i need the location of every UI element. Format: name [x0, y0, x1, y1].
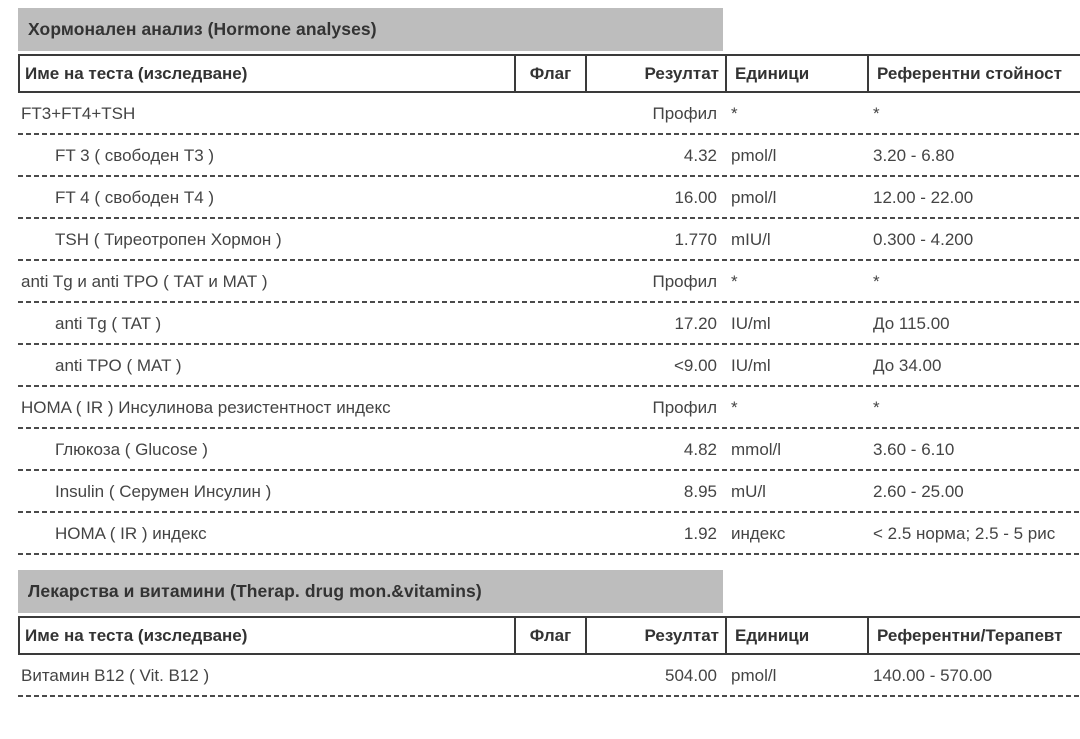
table-row [18, 177, 1080, 219]
column-header-units: Единици [725, 618, 867, 653]
table-header-row [18, 54, 1080, 93]
cell-test-name: anti TPO ( MAT ) [55, 356, 182, 375]
table-row [18, 93, 1080, 135]
cell-result: 1.92 [683, 524, 717, 543]
cell-reference: 3.60 - 6.10 [873, 440, 955, 459]
section-title: Хормонален анализ (Hormone analyses) [28, 19, 377, 39]
cell-result: 4.32 [683, 146, 717, 165]
table-row [18, 303, 1080, 345]
cell-reference: * [873, 398, 880, 417]
column-header-reference: Референтни стойност [867, 56, 1080, 91]
cell-units: mmol/l [731, 440, 782, 459]
cell-units: * [731, 272, 738, 291]
cell-result: 8.95 [683, 482, 717, 501]
column-header-flag: Флаг [514, 56, 585, 91]
column-header-test-name: Име на теста (изследване) [25, 625, 248, 645]
cell-units: pmol/l [731, 188, 777, 207]
cell-units: IU/ml [731, 356, 771, 375]
cell-reference: * [873, 104, 880, 123]
cell-units: mU/l [731, 482, 766, 501]
cell-test-name: Insulin ( Серумен Инсулин ) [55, 482, 272, 501]
cell-reference: 12.00 - 22.00 [873, 188, 974, 207]
cell-result: 1.770 [674, 230, 717, 249]
cell-test-name: HOMA ( IR ) индекс [55, 524, 207, 543]
section-hormone-analyses [18, 8, 1080, 555]
table-body [18, 93, 1080, 555]
table-row [18, 655, 1080, 697]
cell-test-name: TSH ( Тиреотропен Хормон ) [55, 230, 282, 249]
section-title-bar [18, 570, 723, 613]
cell-reference: 2.60 - 25.00 [873, 482, 964, 501]
vitamins-results-table [18, 616, 1080, 697]
cell-units: mIU/l [731, 230, 771, 249]
column-header-reference: Референтни/Терапевт [867, 618, 1080, 653]
cell-test-name: Глюкоза ( Glucose ) [55, 440, 208, 459]
cell-test-name: FT 3 ( свободен Т3 ) [55, 146, 215, 165]
cell-reference: 0.300 - 4.200 [873, 230, 974, 249]
cell-units: * [731, 398, 738, 417]
table-row [18, 429, 1080, 471]
column-header-test-name: Име на теста (изследване) [25, 63, 248, 83]
cell-test-name: anti Tg ( TAT ) [55, 314, 162, 333]
cell-result: <9.00 [673, 356, 717, 375]
cell-units: pmol/l [731, 146, 777, 165]
column-header-result: Резултат [585, 56, 725, 91]
cell-units: pmol/l [731, 666, 777, 685]
table-row [18, 345, 1080, 387]
cell-test-name: FT 4 ( свободен Т4 ) [55, 188, 215, 207]
table-row [18, 261, 1080, 303]
table-row [18, 513, 1080, 555]
cell-units: * [731, 104, 738, 123]
cell-test-name: FT3+FT4+TSH [21, 104, 136, 123]
column-header-units: Единици [725, 56, 867, 91]
cell-result: Профил [652, 104, 717, 123]
cell-reference: < 2.5 норма; 2.5 - 5 рис [873, 524, 1056, 543]
table-row [18, 219, 1080, 261]
section-title: Лекарства и витамини (Therap. drug mon.&vitamins) [28, 581, 482, 601]
cell-result: Профил [652, 398, 717, 417]
hormone-results-table [18, 54, 1080, 555]
cell-reference: До 34.00 [873, 356, 942, 375]
cell-result: Профил [652, 272, 717, 291]
table-header-row [18, 616, 1080, 655]
column-header-flag: Флаг [514, 618, 585, 653]
cell-test-name: Витамин В12 ( Vit. B12 ) [21, 666, 210, 685]
column-header-result: Резултат [585, 618, 725, 653]
table-body [18, 655, 1080, 697]
cell-reference: 3.20 - 6.80 [873, 146, 955, 165]
cell-result: 17.20 [674, 314, 717, 333]
cell-result: 504.00 [665, 666, 717, 685]
cell-reference: 140.00 - 570.00 [873, 666, 993, 685]
section-drugs-vitamins [18, 570, 1080, 697]
cell-result: 16.00 [674, 188, 717, 207]
cell-units: индекс [731, 524, 786, 543]
table-row [18, 387, 1080, 429]
cell-reference: * [873, 272, 880, 291]
cell-test-name: anti Tg и anti TPO ( ТАТ и МАТ ) [21, 272, 268, 291]
cell-result: 4.82 [683, 440, 717, 459]
cell-reference: До 115.00 [873, 314, 950, 333]
cell-test-name: HOMA ( IR ) Инсулинова резистентност индекс [21, 398, 391, 417]
table-row [18, 471, 1080, 513]
table-row [18, 135, 1080, 177]
section-title-bar [18, 8, 723, 51]
cell-units: IU/ml [731, 314, 771, 333]
